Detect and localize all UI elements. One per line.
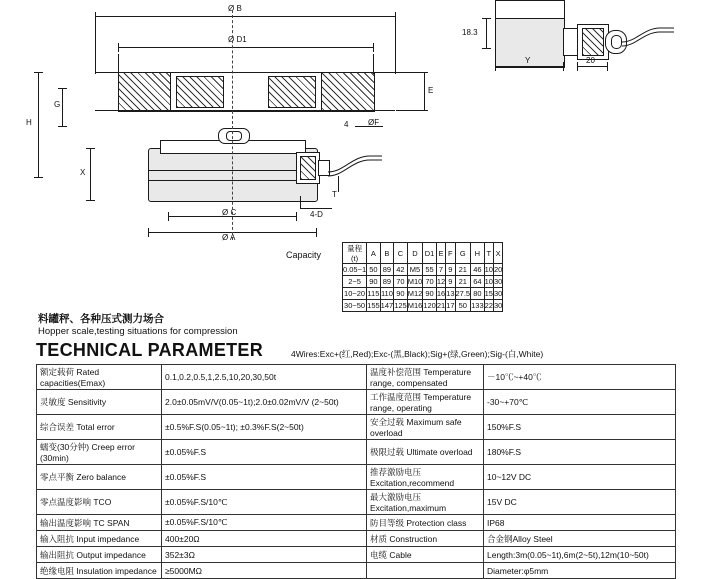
- spec-key2-en: Maximum safe overload: [370, 417, 462, 438]
- capacity-col-d: D: [407, 243, 423, 264]
- table-row: [37, 490, 676, 515]
- capacity-col-h: H: [471, 243, 485, 264]
- capacity-header-cell: [343, 243, 367, 264]
- spec-key: [37, 515, 162, 531]
- application-title-en: Hopper scale,testing situations for compression: [38, 326, 238, 337]
- dim-label-diameter-c: Ø C: [222, 208, 237, 217]
- table-row: [343, 288, 503, 300]
- capacity-col-d1: D1: [423, 243, 437, 264]
- capacity-cell: 90: [394, 288, 408, 300]
- dim-label-diameter-a: Ø A: [222, 233, 236, 242]
- spec-value: 352±3Ω: [162, 547, 367, 563]
- cable-curve-icon-right: [620, 24, 680, 64]
- spec-value: 2.0±0.05mV/V(0.05~1t);2.0±0.02mV/V (2~50t): [162, 390, 367, 415]
- spec-key: [37, 547, 162, 563]
- capacity-col-b: B: [380, 243, 394, 264]
- spec-key-cn: 额定载荷: [40, 367, 75, 377]
- spec-key2-en: Ultimate overload: [406, 447, 473, 457]
- spec-key-2: [367, 390, 484, 415]
- capacity-cell: 15: [484, 289, 493, 298]
- spec-key2-en: Temperature range, operating: [370, 392, 472, 413]
- spec-value-2: 合金钢Alloy Steel: [484, 531, 676, 547]
- capacity-cell: 30: [493, 301, 503, 310]
- spec-key-2: [367, 465, 484, 490]
- dim-label-h: H: [26, 118, 32, 127]
- capacity-cell: 120: [423, 301, 436, 310]
- table-row: [37, 531, 676, 547]
- spec-key: [37, 415, 162, 440]
- spec-key2-en: Construction: [389, 533, 438, 544]
- capacity-cell: 27.5: [455, 289, 471, 298]
- capacity-cell: 90: [423, 288, 437, 300]
- capacity-cell: 133: [471, 301, 484, 310]
- spec-key2-en: Protection class: [406, 517, 467, 528]
- spec-key: [37, 531, 162, 547]
- capacity-cell: 12: [436, 277, 446, 286]
- spec-key2-en: Temperature range, compensated: [370, 367, 472, 388]
- dim-label-20: 20: [586, 56, 595, 65]
- capacity-cell: 2~5: [343, 276, 367, 288]
- capacity-cell: 55: [423, 264, 437, 276]
- spec-value: ±0.05%F.S/10℃: [162, 490, 367, 515]
- capacity-cell: 16: [436, 289, 446, 298]
- spec-value: 400±20Ω: [162, 531, 367, 547]
- spec-key-cn: 绝缘电阻: [40, 565, 75, 576]
- capacity-col-e: E: [436, 243, 445, 264]
- spec-key-2: [367, 547, 484, 563]
- table-row: [37, 563, 676, 579]
- spec-key2-cn: 工作温度范围: [370, 392, 422, 402]
- capacity-cell: 9: [446, 276, 455, 288]
- capacity-header-unit: (t): [351, 254, 359, 263]
- table-row: [37, 547, 676, 563]
- spec-key-en: Insulation impedance: [76, 565, 157, 576]
- spec-key-cn: 综合误差: [40, 422, 75, 432]
- table-row: [343, 276, 503, 288]
- spec-value-2: Length:3m(0.05~1t),6m(2~5t),12m(10~50t): [484, 547, 676, 563]
- capacity-cell: 10: [484, 277, 493, 286]
- spec-value: ±0.05%F.S: [162, 465, 367, 490]
- spec-key-2: [367, 531, 484, 547]
- capacity-table: [342, 242, 503, 312]
- capacity-cell: 110: [380, 289, 393, 298]
- capacity-cell: 70: [423, 276, 437, 288]
- spec-key-cn: 输出阻抗: [40, 549, 75, 560]
- capacity-cell: 155: [367, 301, 380, 310]
- capacity-cell: 64: [471, 276, 485, 288]
- capacity-cell: 89: [380, 276, 394, 288]
- spec-key2-cn: 推荐激励电压: [370, 467, 422, 477]
- capacity-cell: 30: [493, 277, 503, 286]
- capacity-cell: M16: [407, 301, 423, 310]
- dim-label-e: T: [332, 190, 337, 199]
- dim-label-diameter-d1: Ø D1: [228, 35, 247, 44]
- dim-label-t: E: [428, 86, 434, 95]
- capacity-cell: 17: [446, 301, 455, 310]
- capacity-cell: 13: [446, 289, 455, 298]
- spec-value-2: 10~12V DC: [484, 465, 676, 490]
- dim-label-18-3: 18.3: [462, 28, 478, 37]
- table-row: [37, 390, 676, 415]
- spec-key-en: Creep error (30min): [40, 442, 135, 463]
- capacity-header-cn: 量程: [347, 244, 363, 253]
- page-title: TECHNICAL PARAMETER: [36, 340, 264, 360]
- capacity-cell: M5: [407, 264, 423, 276]
- spec-value: ≥5000MΩ: [162, 563, 367, 579]
- spec-key-cn: 零点温度影响 TCO: [40, 497, 112, 507]
- spec-key-en: Input impedance: [76, 533, 140, 544]
- table-row: [343, 300, 503, 312]
- spec-key2-cn: 最大激励电压: [370, 492, 422, 502]
- spec-key-en: Sensitivity: [67, 397, 107, 407]
- spec-key: [37, 365, 162, 390]
- spec-key2-en: Excitation,maximum: [370, 503, 447, 513]
- table-row: [37, 515, 676, 531]
- spec-value: ±0.05%F.S: [162, 440, 367, 465]
- spec-key-2: [367, 365, 484, 390]
- capacity-cell: 80: [471, 288, 485, 300]
- table-row: [343, 264, 503, 276]
- capacity-cell: 90: [367, 276, 381, 288]
- capacity-cell: 21: [455, 276, 471, 288]
- capacity-cell: 22: [484, 301, 493, 310]
- spec-key-cn: 零点平衡: [40, 472, 75, 482]
- spec-key-2: [367, 440, 484, 465]
- capacity-col-f: F: [446, 243, 455, 264]
- spec-key: [37, 440, 162, 465]
- capacity-col-g: G: [455, 243, 471, 264]
- dim-label-4: 4: [344, 120, 349, 129]
- capacity-cell: M12: [407, 289, 423, 298]
- capacity-cell: 89: [380, 264, 394, 276]
- spec-key-2: [367, 490, 484, 515]
- capacity-cell: 30~50: [344, 301, 366, 310]
- spec-key-en: Rated capacities(Emax): [40, 367, 106, 388]
- capacity-col-c: C: [394, 243, 408, 264]
- table-row: [37, 365, 676, 390]
- capacity-cell: 115: [367, 289, 380, 298]
- capacity-col-t: T: [484, 243, 493, 264]
- dim-label-4-d: 4-D: [310, 210, 323, 219]
- capacity-cell: 21: [436, 301, 446, 310]
- capacity-title-en: Capacity: [286, 250, 322, 260]
- capacity-col-a: A: [367, 243, 381, 264]
- spec-key-cn: 输入阻抗: [40, 533, 75, 544]
- spec-key2-cn: 温度补偿范围: [370, 367, 422, 377]
- spec-value: ±0.5%F.S(0.05~1t); ±0.3%F.S(2~50t): [162, 415, 367, 440]
- table-row: [37, 440, 676, 465]
- spec-key-2: [367, 515, 484, 531]
- spec-key-cn: 蠕变(30分钟): [40, 442, 90, 452]
- capacity-cell: 46: [471, 264, 485, 276]
- capacity-cell: 147: [380, 301, 394, 310]
- capacity-cell: 42: [394, 264, 408, 276]
- spec-key-en: Total error: [76, 422, 115, 432]
- capacity-cell: 0.05~1: [343, 265, 367, 274]
- spec-value-2: 15V DC: [484, 490, 676, 515]
- spec-key2-cn: 安全过载: [370, 417, 405, 427]
- spec-key-en: Zero balance: [76, 472, 127, 482]
- dim-label-diameter-b: Ø B: [228, 4, 242, 13]
- capacity-table-title: [286, 250, 321, 260]
- spec-key2-cn: 材质: [370, 533, 388, 544]
- dim-label-y: Y: [525, 56, 531, 65]
- cable-curve-icon: [326, 150, 386, 190]
- spec-key2-cn: 防目等级: [370, 517, 405, 528]
- spec-key-2: [367, 415, 484, 440]
- spec-value-2: Diameter:φ5mm: [484, 563, 676, 579]
- dim-label-x: X: [80, 168, 86, 177]
- spec-key-cn: 灵敏度: [40, 397, 66, 407]
- capacity-col-x: X: [493, 243, 502, 264]
- spec-key-cn: 输出温度影响 TC SPAN: [40, 517, 130, 528]
- capacity-cell: 20: [493, 265, 503, 274]
- spec-value: ±0.05%F.S/10℃: [162, 515, 367, 531]
- spec-key2-cn: 极限过载: [370, 447, 405, 457]
- spec-key2-en: Cable: [389, 549, 412, 560]
- capacity-cell: 9: [446, 264, 455, 276]
- spec-value-2: IP68: [484, 515, 676, 531]
- spec-key: [37, 563, 162, 579]
- table-row: [37, 415, 676, 440]
- technical-parameter-table: [36, 364, 676, 579]
- spec-key: [37, 465, 162, 490]
- spec-value-2: 180%F.S: [484, 440, 676, 465]
- capacity-cell: 10: [484, 265, 493, 274]
- dim-label-diameter-f: ØF: [368, 118, 380, 127]
- capacity-cell: 50: [455, 300, 471, 312]
- capacity-cell: 125: [394, 301, 407, 310]
- spec-value-2: 150%F.S: [484, 415, 676, 440]
- dim-label-g: G: [54, 100, 61, 109]
- table-row: [37, 465, 676, 490]
- capacity-cell: M10: [407, 277, 423, 286]
- spec-key-en: Output impedance: [76, 549, 146, 560]
- spec-value-2: -30~+70℃: [484, 390, 676, 415]
- capacity-cell: 21: [455, 264, 471, 276]
- wire-color-note: 4Wires:Exc+(红,Red);Exc-(黑,Black);Sig+(绿,Green);Sig-(白,White): [291, 349, 544, 359]
- spec-value-2: －10℃~+40℃: [484, 365, 676, 390]
- capacity-cell: 30: [493, 289, 503, 298]
- capacity-cell: 50: [367, 264, 381, 276]
- application-title-cn: 料罐秤、各种压式测力场合: [38, 313, 164, 325]
- spec-value: 0.1,0.2,0.5,1,2.5,10,20,30,50t: [162, 365, 367, 390]
- spec-key-2: [367, 563, 484, 579]
- spec-key: [37, 390, 162, 415]
- capacity-cell: 70: [394, 276, 408, 288]
- spec-key: [37, 490, 162, 515]
- capacity-cell: 7: [436, 264, 445, 276]
- technical-drawing: [0, 0, 712, 248]
- capacity-cell: 10~20: [344, 289, 366, 298]
- spec-key2-en: Excitation,recommend: [370, 478, 455, 488]
- spec-key2-cn: 电缆: [370, 549, 388, 560]
